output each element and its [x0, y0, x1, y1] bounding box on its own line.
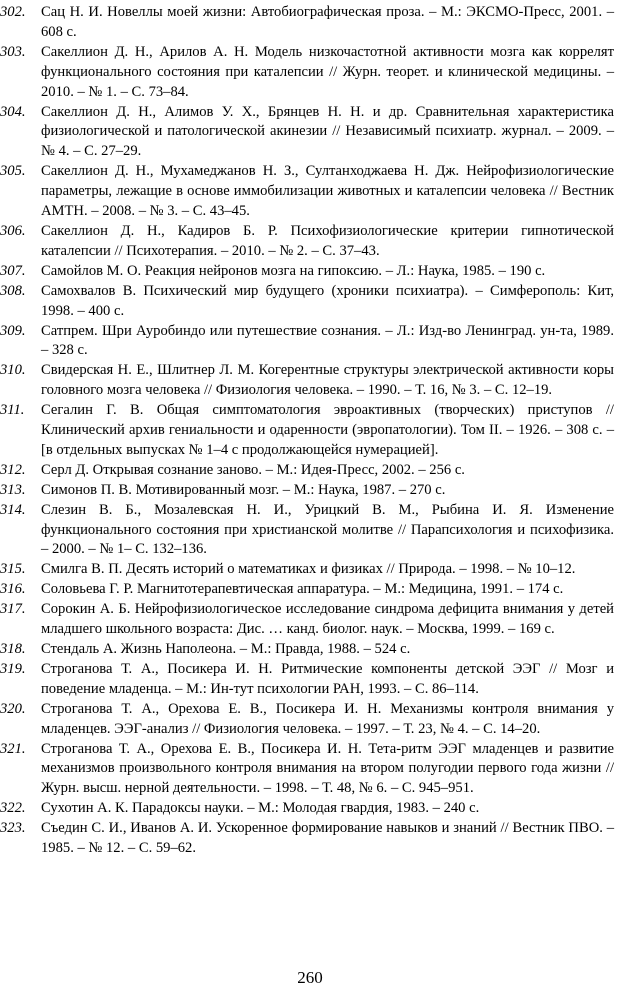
reference-number: 315.: [0, 561, 26, 578]
reference-item: [0, 640, 614, 660]
reference-number: 306.: [0, 222, 26, 239]
reference-text: Сакеллион Д. Н., Алимов У. Х., Брянцев Н. Н. и др. Сравнительная характеристика физиологической и патологической акинезии // Независимый психиатр. журнал. – 2009. – № 4. – С. 27–29.: [41, 103, 614, 160]
reference-number: 323.: [0, 820, 26, 837]
reference-number: 316.: [0, 581, 26, 598]
reference-text: Самохвалов В. Психический мир будущего (хроники психиатра). – Симферополь: Кит, 1998. – 400 с.: [41, 282, 614, 319]
reference-text: Сакеллион Д. Н., Арилов А. Н. Модель низкочастотной активности мозга как коррелят функционального состояния при каталепсии // Журн. теорет. и клинической медицины. – 2010. – № 1. – С. 73–84.: [41, 43, 614, 100]
reference-number: 311.: [0, 402, 25, 419]
reference-text: Сорокин А. Б. Нейрофизиологическое исследование синдрома дефицита внимания у детей младшего школьного возраста: Дис. … канд. биолог. наук. – Москва, 1999. – 169 с.: [41, 601, 614, 638]
reference-text: Строганова Т. А., Посикера И. Н. Ритмические компоненты детской ЭЭГ // Мозг и поведение младенца. – М.: Ин-тут психологии РАН, 1993. – С. 86–114.: [41, 660, 614, 697]
reference-item: [0, 819, 614, 859]
reference-item: [0, 103, 614, 163]
reference-number: 317.: [0, 601, 26, 618]
reference-number: 310.: [0, 362, 26, 379]
reference-number: 321.: [0, 740, 26, 757]
reference-text: Свидерская Н. Е., Шлитнер Л. М. Когерентные структуры электрической активности коры головного мозга человека // Физиология человека. – 1990. – Т. 16, № 3. – С. 12–19.: [41, 362, 614, 399]
reference-text: Симонов П. В. Мотивированный мозг. – М.: Наука, 1987. – 270 с.: [41, 481, 446, 498]
reference-number: 307.: [0, 262, 26, 279]
reference-item: [0, 481, 614, 501]
reference-item: [0, 322, 614, 362]
reference-text: Сакеллион Д. Н., Кадиров Б. Р. Психофизиологические критерии гипнотической каталепсии // Психотерапия. – 2010. – № 2. – С. 37–43.: [41, 222, 614, 259]
reference-number: 303.: [0, 43, 26, 60]
reference-number: 322.: [0, 800, 26, 817]
reference-text: Стендаль А. Жизнь Наполеона. – М.: Правда, 1988. – 524 с.: [41, 641, 411, 657]
page-number: 260: [297, 968, 323, 987]
reference-item: [0, 262, 614, 282]
reference-number: 308.: [0, 282, 26, 299]
reference-text: Смилга В. П. Десять историй о математиках и физиках // Природа. – 1998. – № 10–12.: [41, 561, 576, 578]
reference-item: [0, 361, 614, 401]
reference-number: 320.: [0, 700, 26, 717]
reference-text: Слезин В. Б., Мозалевская Н. И., Урицкий В. М., Рыбина И. Я. Изменение функционального состояния при христианской молитве // Парапсихология и психофизика. – 2000. – № 1– С. 132–136.: [41, 501, 614, 558]
reference-number: 313.: [0, 481, 26, 498]
reference-text: Строганова Т. А., Орехова Е. В., Посикера И. Н. Тета-ритм ЭЭГ младенцев и развитие механизмов произвольного контроля внимания на втором полугодии первого года жизни // Журн. высш. нерной деятельности. – 1998. – Т. 48, № 6. – С. 945–951.: [41, 740, 614, 797]
reference-item: [0, 660, 614, 700]
reference-item: [0, 401, 614, 461]
reference-number: 309.: [0, 322, 26, 339]
reference-item: [0, 700, 614, 740]
reference-item: [0, 3, 614, 43]
reference-item: [0, 222, 614, 262]
reference-number: 312.: [0, 461, 26, 478]
reference-number: 319.: [0, 660, 26, 677]
reference-number: 318.: [0, 641, 26, 657]
reference-item: [0, 560, 614, 580]
reference-text: Соловьева Г. Р. Магнитотерапевтическая аппаратура. – М.: Медицина, 1991. – 174 с.: [41, 581, 564, 598]
reference-item: [0, 740, 614, 800]
reference-item: [0, 600, 614, 640]
reference-text: Сакеллион Д. Н., Мухамеджанов Н. З., Султанходжаева Н. Дж. Нейрофизиологические параметры, лежащие в основе иммобилизации животных и каталепсии человека // Вестник АМТН. – 2008. – № 3. – С. 43–45.: [41, 163, 614, 220]
reference-number: 305.: [0, 163, 26, 180]
reference-text: Сатпрем. Шри Ауробиндо или путешествие сознания. – Л.: Изд-во Ленинград. ун-та, 1989. – 328 с.: [41, 322, 614, 359]
reference-item: [0, 162, 614, 222]
reference-item: [0, 461, 614, 481]
reference-item: [0, 580, 614, 600]
reference-text: Сегалин Г. В. Общая симптоматология эвроактивных (творческих) приступов // Клинический архив гениальности и одаренности (эвропатологии). Том II. – 1926. – 308 с. – [в отдельных выпусках № 1–4 с продолжающейся нумерацией].: [41, 402, 614, 458]
reference-item: [0, 43, 614, 103]
reference-item: [0, 501, 614, 561]
reference-text: Самойлов М. О. Реакция нейронов мозга на гипоксию. – Л.: Наука, 1985. – 190 с.: [41, 262, 546, 279]
reference-item: [0, 799, 614, 819]
reference-text: Сац Н. И. Новеллы моей жизни: Автобиографическая проза. – М.: ЭКСМО-Пресс, 2001. – 608 с.: [41, 4, 614, 40]
reference-number: 302.: [0, 4, 26, 20]
reference-item: [0, 282, 614, 322]
reference-text: Серл Д. Открывая сознание заново. – М.: Идея-Пресс, 2002. – 256 с.: [41, 461, 465, 478]
reference-list: [0, 3, 614, 859]
reference-text: Сухотин А. К. Парадоксы науки. – М.: Молодая гвардия, 1983. – 240 с.: [41, 800, 480, 817]
reference-text: Строганова Т. А., Орехова Е. В., Посикера И. Н. Механизмы контроля внимания у младенцев. ЭЭГ-анализ // Физиология человека. – 1997. – Т. 23, № 4. – С. 14–20.: [41, 700, 614, 737]
reference-number: 314.: [0, 501, 26, 518]
reference-text: Съедин С. И., Иванов А. И. Ускоренное формирование навыков и знаний // Вестник ПВО. – 1985. – № 12. – С. 59–62.: [41, 820, 614, 857]
reference-number: 304.: [0, 103, 26, 120]
